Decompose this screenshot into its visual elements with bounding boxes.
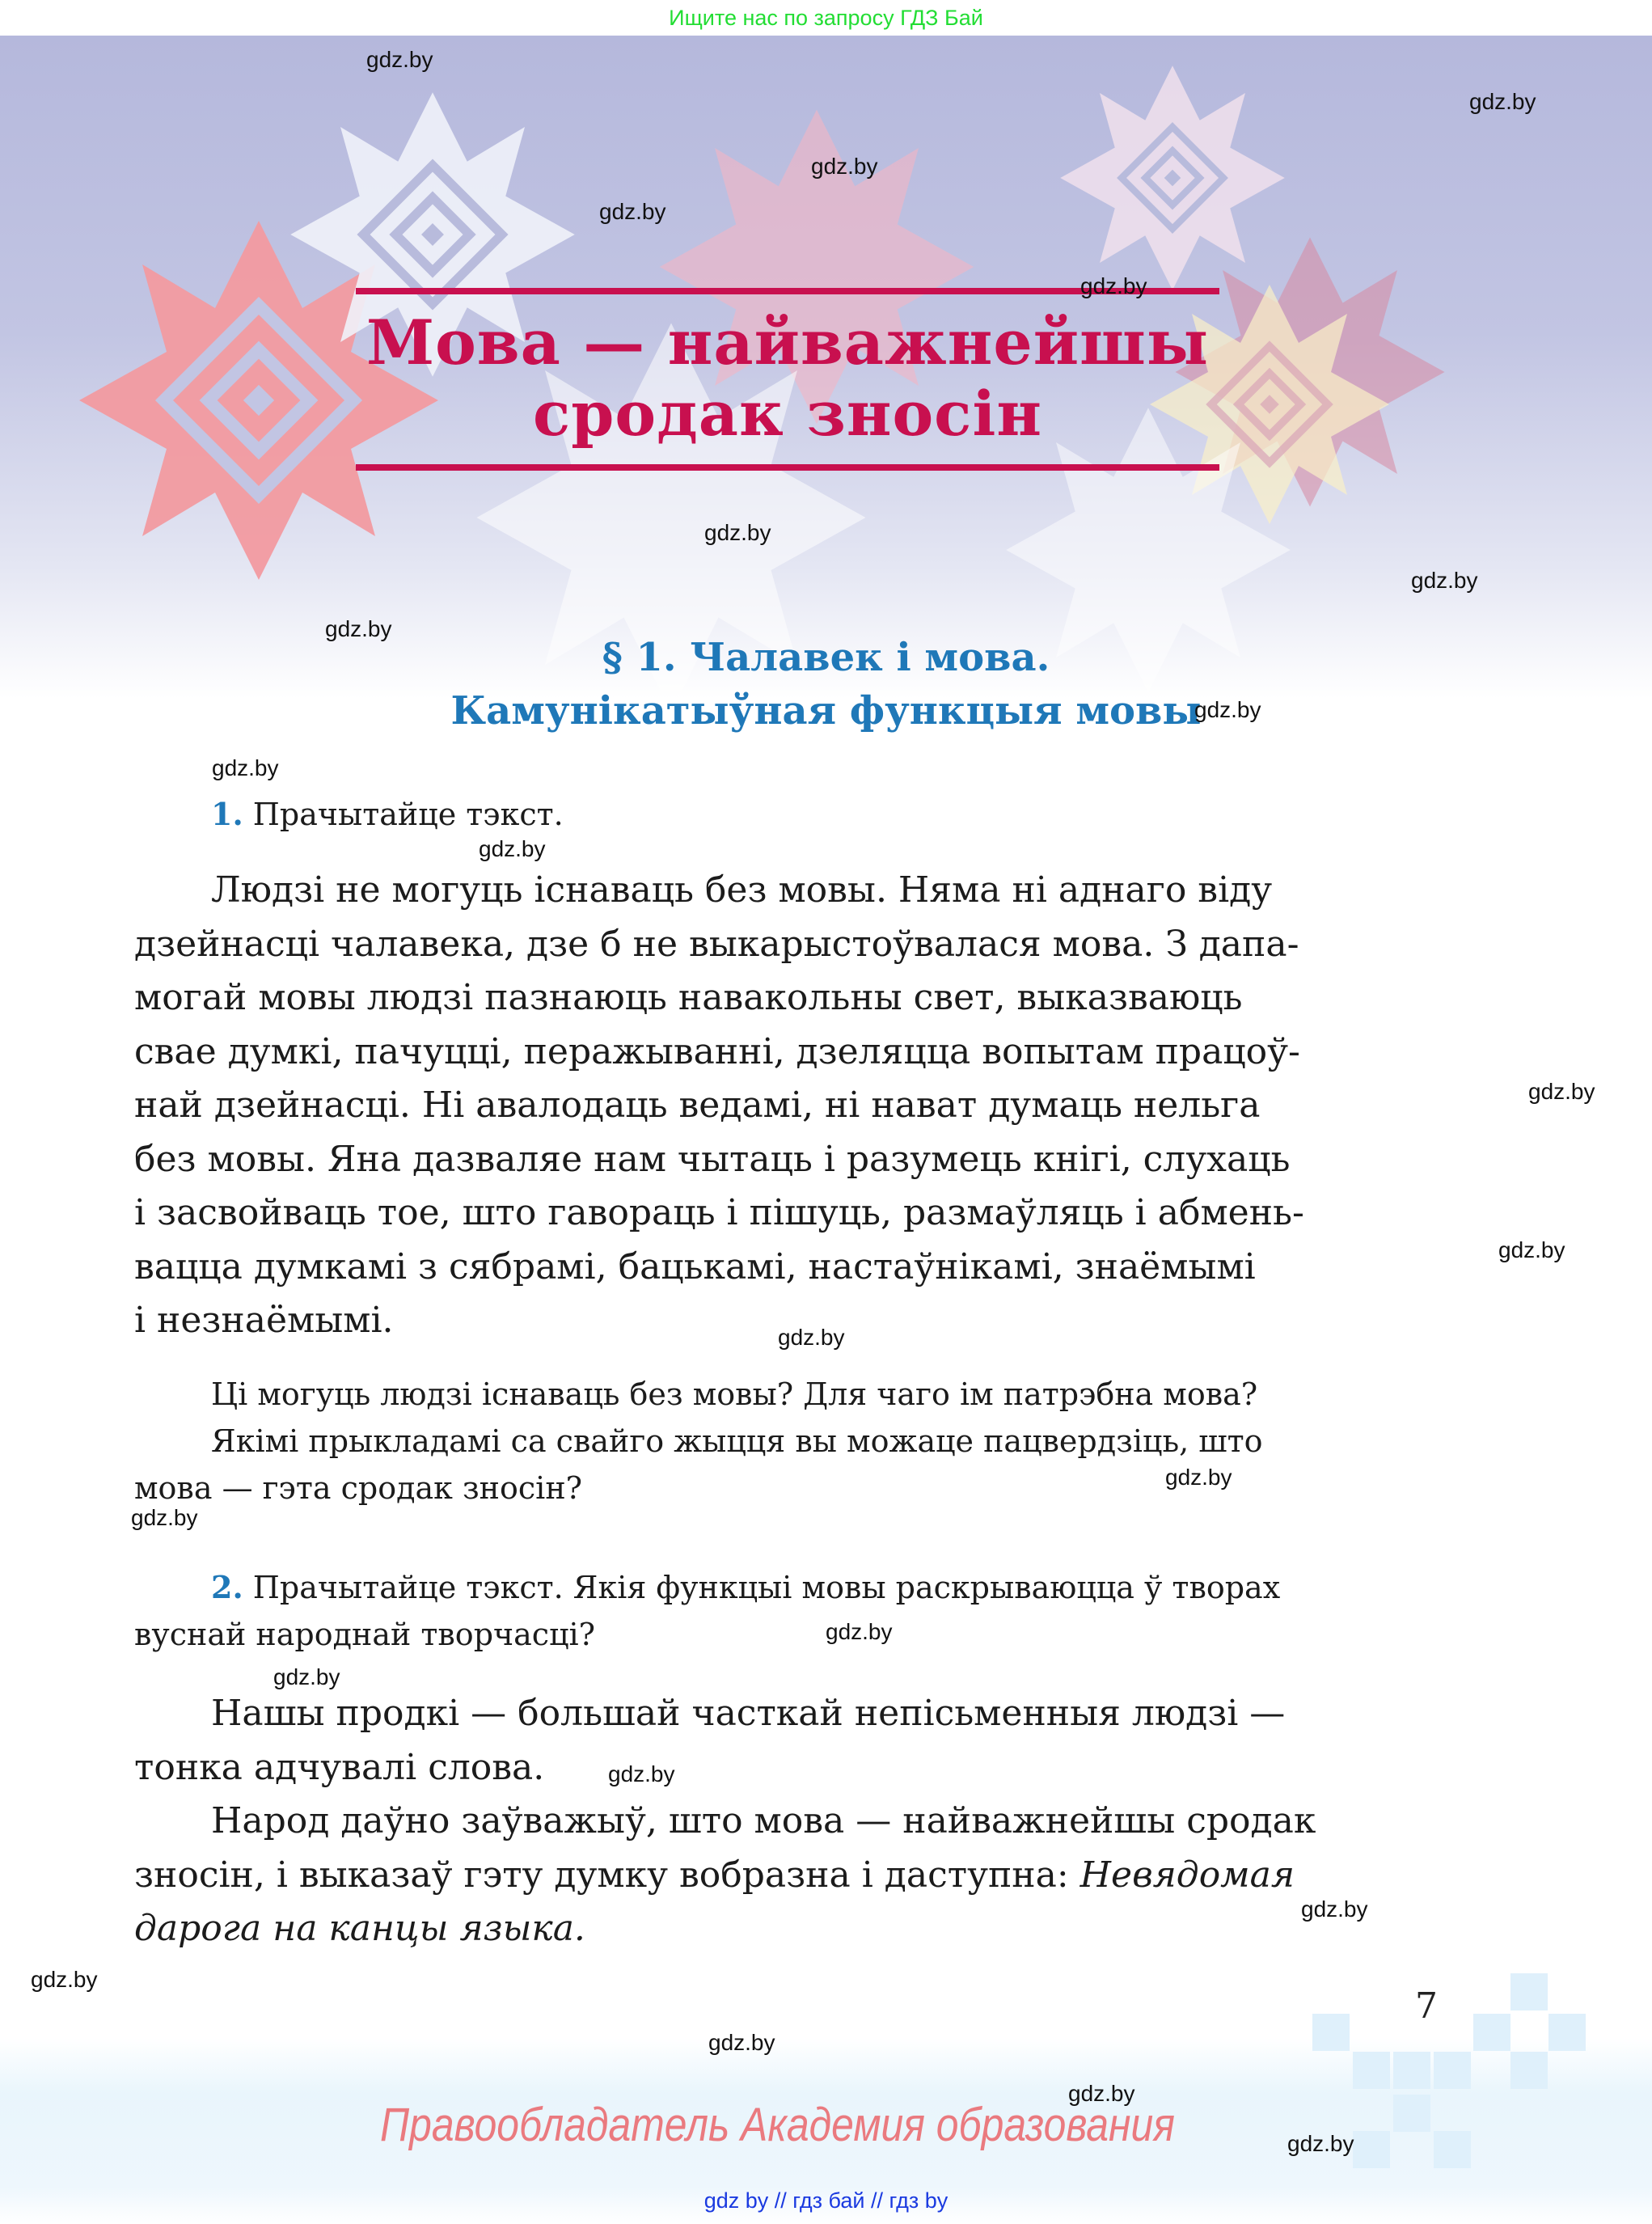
chapter-title (356, 288, 1219, 471)
exercise-1-text (134, 864, 1441, 1348)
text-line: свае думкі, пачуцці, перажыванні, дзеляцца вопытам працоў- (134, 1030, 1300, 1072)
text-line: най дзейнасці. Ні авалодаць ведамі, ні нават думаць нельга (134, 1085, 1261, 1126)
text-line: без мовы. Яна дазваляе нам чытаць і разумець кнігі, слухаць (134, 1138, 1291, 1180)
watermark: gdz.by (131, 1505, 198, 1530)
watermark: gdz.by (826, 1619, 893, 1644)
watermark: gdz.by (811, 154, 878, 179)
exercise-2-text (134, 1687, 1441, 1956)
exercise-1-instruction-text: Прачытайце тэкст. (252, 797, 564, 832)
exercise-2-instruction-line1: Прачытайце тэкст. Якія функцыі мовы раскрываюцца ў творах (252, 1570, 1281, 1605)
watermark: gdz.by (479, 836, 546, 861)
text-line: могай мовы людзі пазнаюць навакольны свет, выказваюць (134, 977, 1243, 1018)
watermark: gdz.by (1528, 1079, 1595, 1104)
watermark: gdz.by (704, 520, 771, 545)
section-heading-line2: Камунікатыўная функцыя мовы (450, 688, 1202, 734)
text-line: і засвойваць тое, што гавораць і пішуць, размаўляць і абмень- (134, 1192, 1304, 1233)
exercise-1-questions (134, 1371, 1441, 1512)
watermark: gdz.by (212, 755, 279, 780)
watermark: gdz.by (1080, 273, 1147, 298)
watermark: gdz.by (366, 47, 433, 72)
rights-holder: Правообладатель Академия образования (380, 2099, 1175, 2151)
text-line: Нашы продкі — большай часткай непісьменныя людзі — (211, 1693, 1286, 1734)
text-line: тонка адчувалі слова. (134, 1746, 545, 1788)
proverb-text: дарога на канцы языка. (134, 1908, 585, 1949)
watermark: gdz.by (1469, 89, 1536, 114)
bottom-links[interactable]: gdz by // гдз бай // гдз by (703, 2188, 949, 2213)
chapter-rule-bottom (356, 464, 1219, 471)
page-number: 7 (1415, 1985, 1438, 2027)
section-heading-line1: § 1. Чалавек і мова. (602, 635, 1050, 680)
text-line: Людзі не могуць існаваць без мовы. Няма ні аднаго віду (211, 869, 1273, 911)
text-line: вацца думкамі з сябрамі, бацькамі, настаўнікамі, знаёмымі (134, 1245, 1256, 1287)
watermark: gdz.by (31, 1967, 98, 1992)
watermark: gdz.by (708, 2030, 775, 2055)
question-line: Ці могуць людзі існаваць без мовы? Для чаго ім патрэбна мова? (211, 1376, 1258, 1412)
text-line: Народ даўно заўважыў, што мова — найважнейшы сродак (211, 1800, 1316, 1841)
watermark: gdz.by (1165, 1465, 1232, 1490)
text-line: і незнаёмымі. (134, 1300, 394, 1341)
watermark: gdz.by (1194, 697, 1261, 722)
search-hint-banner: Ищите нас по запросу ГДЗ Бай (0, 0, 1652, 36)
question-line: мова — гэта сродак зносін? (134, 1470, 583, 1506)
exercise-2-number: 2. (211, 1569, 243, 1605)
exercise-1-number: 1. (211, 796, 243, 832)
exercise-1-instruction (134, 791, 1441, 838)
section-heading (0, 631, 1652, 738)
chapter-title-line1: Мова — найважнейшы (365, 307, 1210, 378)
watermark: gdz.by (1287, 2131, 1354, 2156)
watermark: gdz.by (1411, 568, 1478, 593)
watermark: gdz.by (1301, 1896, 1368, 1922)
text-line: дзейнасці чалавека, дзе б не выкарыстоўвалася мова. З дапа- (134, 923, 1299, 965)
watermark: gdz.by (778, 1325, 845, 1350)
watermark: gdz.by (325, 616, 392, 641)
watermark: gdz.by (1498, 1237, 1565, 1262)
question-line: Якімі прыкладамі са свайго жыцця вы можаце пацвердзіць, што (211, 1423, 1263, 1459)
text-span: зносін, і выказаў гэту думку вобразна і даступна: (134, 1854, 1080, 1896)
exercise-2-instruction (134, 1564, 1441, 1658)
watermark: gdz.by (273, 1664, 340, 1689)
exercise-2-instruction-line2: вуснай народнай творчасці? (134, 1617, 596, 1652)
text-line (134, 1849, 1441, 1903)
proverb-text: Невядомая (1080, 1854, 1295, 1896)
watermark: gdz.by (599, 199, 666, 224)
watermark: gdz.by (608, 1761, 675, 1786)
watermark: gdz.by (1068, 2081, 1135, 2106)
chapter-title-line2: сродак зносін (533, 378, 1042, 450)
